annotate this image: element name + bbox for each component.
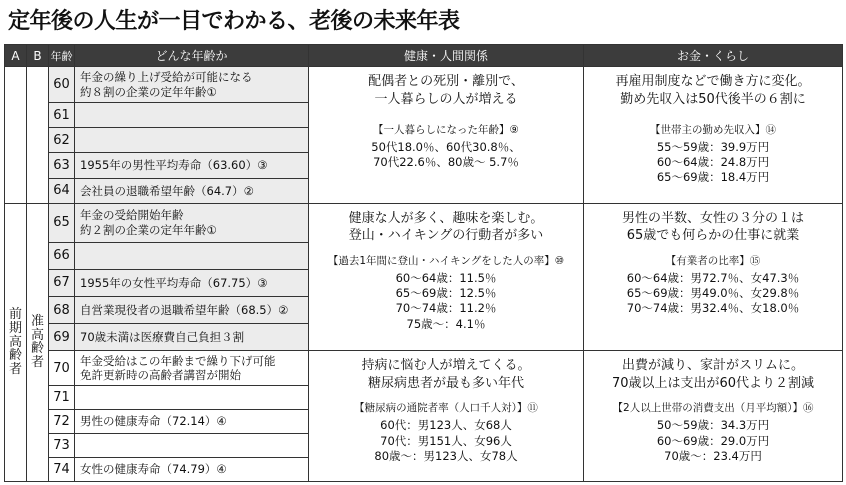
age-event-cell [75,433,309,457]
event-line: 男性の健康寿命（72.14）④ [80,414,227,429]
stat-line: 60〜64歳：11.5％ [395,271,497,286]
event-line: 1955年の男性平均寿命（63.60）③ [80,158,268,173]
table-row [5,351,843,385]
stat-values [309,271,583,332]
table-row [5,67,843,103]
age-cell: 62 [49,128,75,153]
stat-caption: 【過去1年間に登山・ハイキングをした人の率】⑩ [327,255,565,268]
money-block-1 [584,67,843,204]
age-event-cell [75,178,309,203]
event-line-2: 免許更新時の高齢者講習が開始 [80,368,241,383]
age-event-cell [75,153,309,178]
event-line: 年金の繰り上げ受給が可能になる [80,70,253,85]
header-col-a: A [5,45,27,67]
age-event-cell [75,103,309,128]
age-cell: 66 [49,242,75,269]
headline-line: 再雇用制度などで働き方に変化。 [615,74,811,89]
age-event-cell [75,128,309,153]
col-b-empty [27,67,49,204]
block-headline [584,210,842,245]
age-event-cell [75,67,309,103]
timeline-body [5,67,843,482]
stat-line: 80歳〜：男123人、女78人 [374,448,518,463]
header-row [5,45,843,67]
stat-line: 70代：男151人、女96人 [380,433,512,448]
stat-line: 70〜74歳：男32.4％、女18.0％ [626,301,800,316]
age-cell: 65 [49,203,75,242]
event-line: 女性の健康寿命（74.79）④ [80,462,227,477]
headline-line: 勤め先収入は50代後半の６割に [620,91,806,107]
stat-caption: 【一人暮らしになった年齢】⑨ [373,124,519,137]
stat-line: 50代18.0％、60代30.8％、 [371,140,521,155]
event-line: 70歳未満は医療費自己負担３割 [80,330,245,345]
stat-line: 65〜69歳：18.4万円 [656,170,770,185]
age-event-cell [75,409,309,433]
stat-values [309,418,583,464]
header-health: 健康・人間関係 [309,45,584,67]
age-event-cell [75,324,309,351]
category-label-jun [27,203,49,481]
age-cell: 63 [49,153,75,178]
header-age: 年齢 [49,45,75,67]
block-headline [309,73,583,108]
health-block-2 [309,203,584,350]
headline-line: 70歳以上は支出が60代より２割減 [611,375,815,391]
headline-line: 65歳でも何らかの仕事に就業 [626,228,800,244]
stat-line: 65〜69歳：男49.0％、女29.8％ [626,286,800,301]
age-cell: 68 [49,297,75,324]
age-cell: 69 [49,324,75,351]
table-row [5,203,843,242]
block-headline [309,357,583,392]
age-event-cell [75,203,309,242]
money-block-2 [584,203,843,350]
header-money: お金・くらし [584,45,843,67]
event-line: 年金の受給開始年齢 [80,208,184,223]
stat-values [309,140,583,170]
age-cell: 72 [49,409,75,433]
age-event-cell [75,297,309,324]
age-event-cell [75,242,309,269]
page-title: 定年後の人生が一目でわかる、老後の未来年表 [8,9,460,34]
event-line-2: 約２割の企業の定年年齢① [80,222,217,237]
stat-caption: 【糖尿病の通院者率（人口千人対）】⑪ [354,402,538,415]
block-headline [309,210,583,245]
age-cell: 67 [49,269,75,296]
stat-caption: 【2人以上世帯の消費支出（月平均額）】⑯ [612,402,814,415]
headline-line: 持病に悩む人が増えてくる。 [361,358,531,374]
stat-values [584,140,842,186]
header-what-age: どんな年齢か [75,45,309,67]
event-line: 自営業現役者の退職希望年齢（68.5）② [80,302,289,317]
age-cell: 60 [49,67,75,103]
stat-line: 70代22.6％、80歳〜 5.7％ [373,155,519,170]
age-cell: 73 [49,433,75,457]
stat-line: 70歳〜：23.4万円 [664,448,762,463]
age-cell: 74 [49,457,75,481]
age-cell: 71 [49,385,75,409]
headline-line: 配偶者との死別・離別で、 [368,74,524,89]
health-block-3 [309,351,584,482]
event-line: 年金受給はこの年齢まで繰り下げ可能 [80,353,276,368]
age-event-cell [75,269,309,296]
headline-line: 出費が減り、家計がスリムに。 [621,358,804,374]
event-line: 1955年の女性平均寿命（67.75）③ [80,275,268,290]
category-text-zenki: 前期高齢者 [9,307,23,377]
stat-line: 50〜59歳：34.3万円 [656,418,770,433]
age-event-cell [75,385,309,409]
headline-line: 健康な人が多く、趣味を楽しむ。 [348,210,544,226]
stat-line: 75歳〜：4.1％ [406,316,486,331]
header-col-b: B [27,45,49,67]
age-cell: 61 [49,103,75,128]
stat-caption: 【有業者の比率】⑮ [665,255,761,268]
category-label-zenki [5,203,27,481]
life-timeline-table [4,44,843,482]
money-block-3 [584,351,843,482]
age-cell: 64 [49,178,75,203]
stat-line: 65〜69歳：12.5％ [395,286,497,301]
stat-values [584,418,842,464]
stat-line: 55〜59歳：39.9万円 [656,140,770,155]
headline-line: 一人暮らしの人が増える [374,91,518,107]
headline-line: 男性の半数、女性の３分の１は [621,210,804,226]
col-a-empty [5,67,27,204]
event-line: 会社員の退職希望年齢（64.7）② [80,183,254,198]
health-block-1 [309,67,584,204]
stat-values [584,271,842,317]
event-line-2: 約８割の企業の定年年齢① [80,84,217,99]
category-text-jun: 准高齢者 [31,314,45,371]
block-headline [584,357,842,392]
headline-line: 登山・ハイキングの行動者が多い [348,228,544,244]
stat-line: 60〜69歳：29.0万円 [656,433,770,448]
block-headline [584,73,842,108]
stat-line: 70〜74歳：11.2％ [395,301,497,316]
stat-line: 60代：男123人、女68人 [380,418,512,433]
stat-line: 60〜64歳：24.8万円 [656,155,770,170]
stat-caption: 【世帯主の勤め先収入】⑭ [650,124,776,137]
age-event-cell [75,457,309,481]
stat-line: 60〜64歳：男72.7％、女47.3％ [626,271,800,286]
age-cell: 70 [49,351,75,385]
headline-line: 糖尿病患者が最も多い年代 [367,375,524,391]
age-event-cell [75,351,309,385]
